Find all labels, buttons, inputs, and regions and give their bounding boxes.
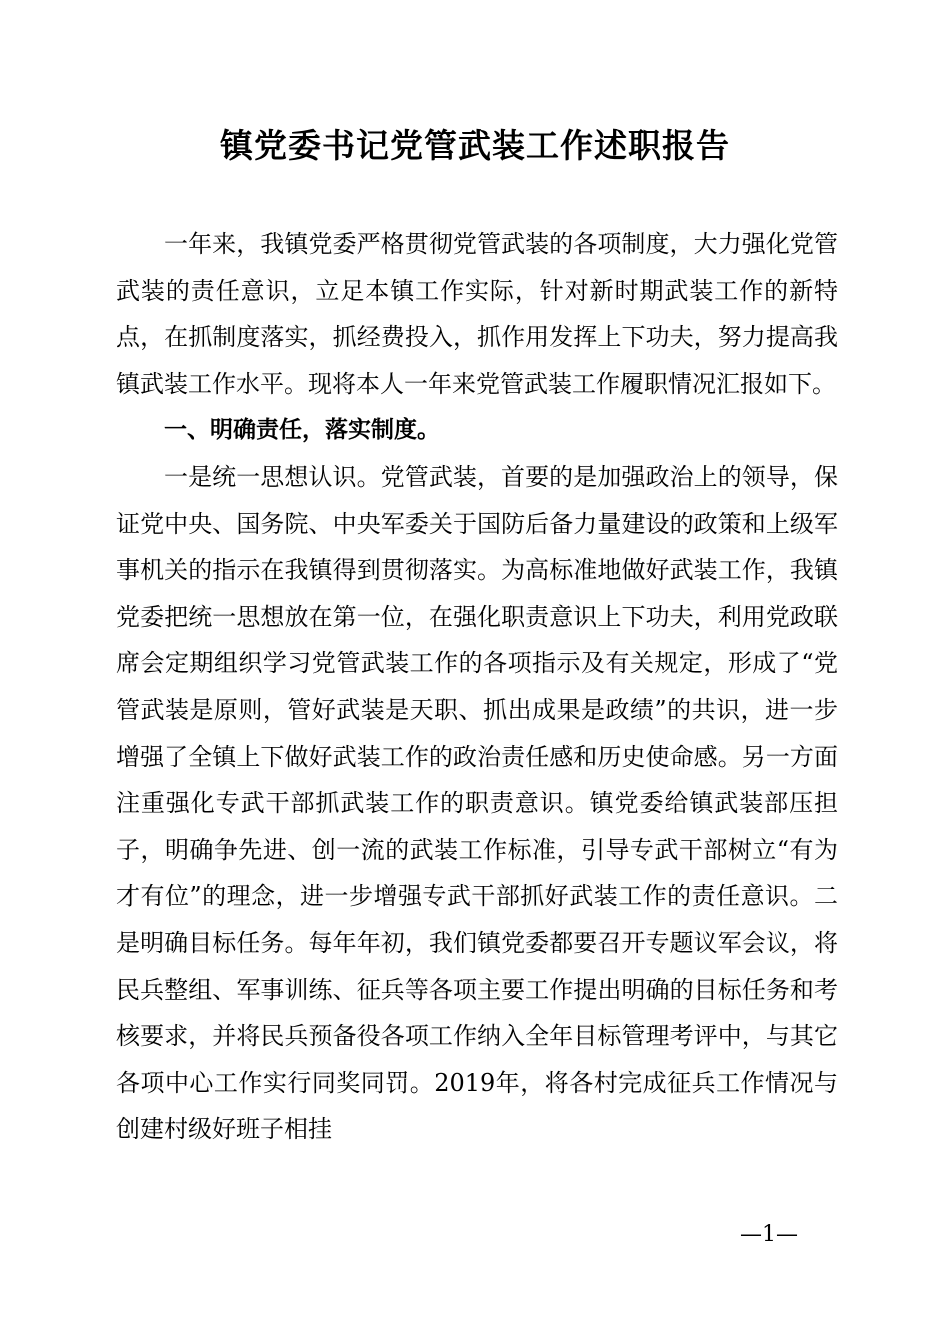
page-number: —1— (740, 1222, 798, 1247)
document-title: 镇党委书记党管武装工作述职报告 (220, 126, 730, 165)
section-heading: 一、明确责任，落实制度。 (164, 417, 440, 444)
intro-paragraph: 一年来，我镇党委严格贯彻党管武装的各项制度，大力强化党管武装的责任意识，立足本镇工作实际，针对新时期武装工作的新特点，在抓制度落实，抓经费投入，抓作用发挥上下功夫，努力提高我镇武装工作水平。现将本人一年来党管武装工作履职情况汇报如下。 (116, 230, 838, 398)
document-body (116, 221, 838, 1153)
section-paragraph: 一是统一思想认识。党管武装，首要的是加强政治上的领导，保证党中央、国务院、中央军委关于国防后备力量建设的政策和上级军事机关的指示在我镇得到贯彻落实。为高标准地做好武装工作，我镇党委把统一思想放在第一位，在强化职责意识上下功夫，利用党政联席会定期组织学习党管武装工作的各项指示及有关规定，形成了“党管武装是原则，管好武装是天职、抓出成果是政绩”的共识，进一步增强了全镇上下做好武装工作的政治责任感和历史使命感。另一方面注重强化专武干部抓武装工作的职责意识。镇党委给镇武装部压担子，明确争先进、创一流的武装工作标准，引导专武干部树立“有为才有位”的理念，进一步增强专武干部抓好武装工作的责任意识。二是明确目标任务。每年年初，我们镇党委都要召开专题议军会议，将民兵整组、军事训练、征兵等各项主要工作提出明确的目标任务和考核要求，并将民兵预备役各项工作纳入全年目标管理考评中，与其它各项中心工作实行同奖同罚。2019年，将各村完成征兵工作情况与创建村级好班子相挂 (116, 462, 838, 1144)
